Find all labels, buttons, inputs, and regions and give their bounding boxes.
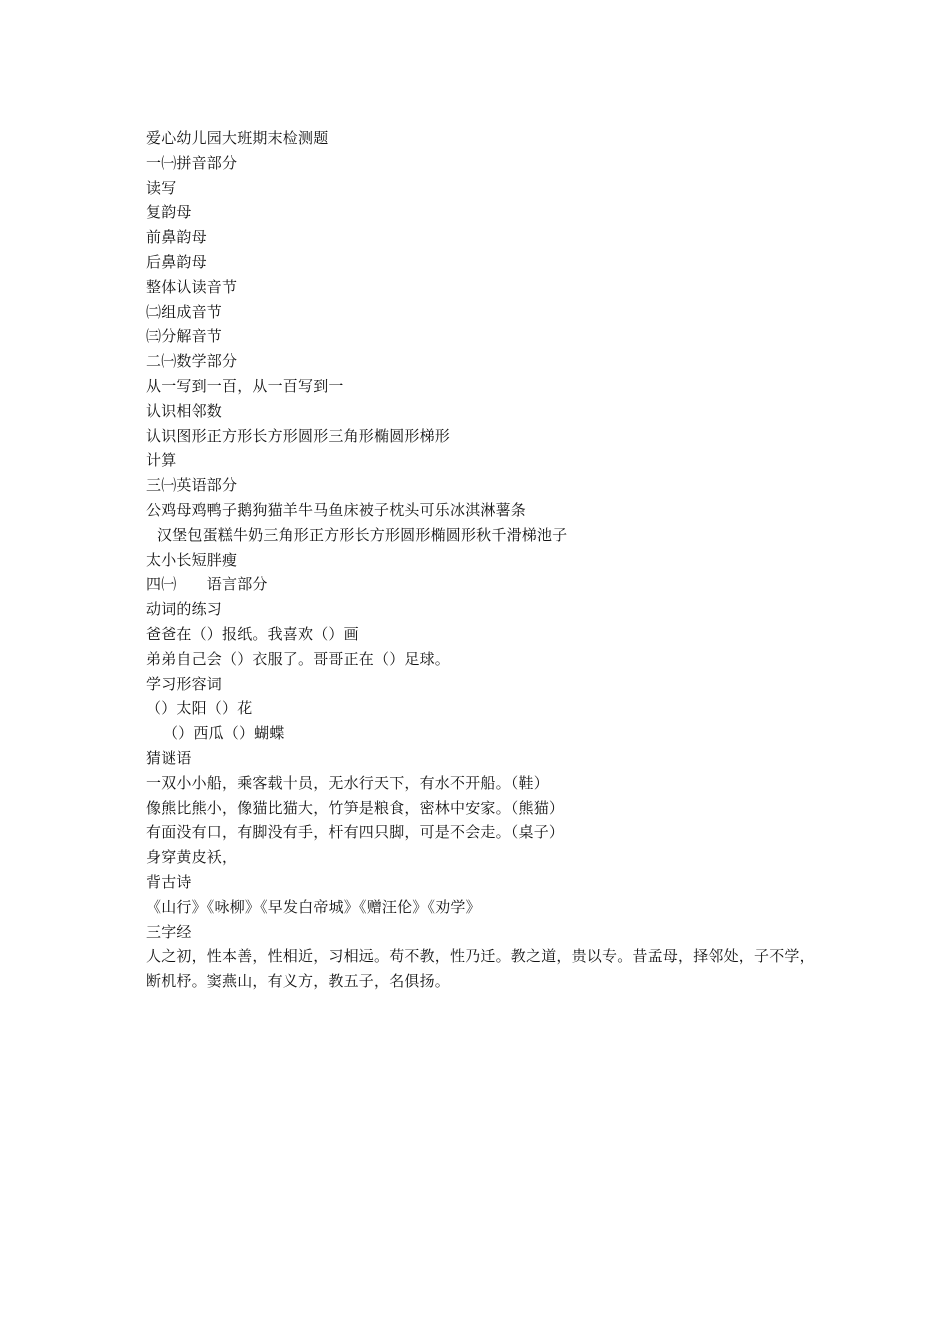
- section-heading-language: 四㈠ 语言部分: [146, 575, 268, 594]
- text-line: 弟弟自己会（）衣服了。哥哥正在（）足球。: [146, 649, 451, 668]
- text-line: 整体认读音节: [146, 277, 238, 296]
- text-line: 认识相邻数: [146, 401, 223, 420]
- text-line: 从一写到一百，从一百写到一: [146, 376, 344, 395]
- section-heading-pinyin: 一㈠拼音部分: [146, 153, 238, 172]
- text-line: 像熊比熊小，像猫比猫大，竹笋是粮食，密林中安家。（熊猫）: [146, 798, 565, 817]
- document-page: [146, 126, 846, 994]
- text-line: （）太阳（）花: [146, 699, 253, 718]
- text-line: ㈢分解音节: [146, 327, 223, 346]
- text-line: （）西瓜（）蝴蝶: [158, 724, 285, 743]
- text-line: 公鸡母鸡鸭子鹅狗猫羊牛马鱼床被子枕头可乐冰淇淋薯条: [146, 500, 527, 519]
- text-line: 猜谜语: [146, 748, 192, 767]
- text-line: 三字经: [146, 922, 192, 941]
- document-title: 爱心幼儿园大班期末检测题: [146, 129, 329, 147]
- text-line: 后鼻韵母: [146, 252, 207, 271]
- text-line: 学习形容词: [146, 674, 223, 693]
- text-line: 太小长短胖瘦: [146, 550, 238, 569]
- text-line: 爸爸在（）报纸。我喜欢（）画: [146, 624, 359, 643]
- text-line: 汉堡包蛋糕牛奶三角形正方形长方形圆形椭圆形秋千滑梯池子: [152, 525, 568, 544]
- text-line: 读写: [146, 178, 177, 197]
- text-line: 动词的练习: [146, 600, 223, 619]
- text-line: 断机杼。窦燕山，有义方，教五子，名俱扬。: [146, 972, 451, 991]
- section-heading-math: 二㈠数学部分: [146, 352, 238, 371]
- text-line: 身穿黄皮袄，: [146, 848, 238, 867]
- text-line: 计算: [146, 451, 177, 470]
- text-line: 有面没有口，有脚没有手，杆有四只脚，可是不会走。（桌子）: [146, 823, 565, 842]
- text-line: 背古诗: [146, 872, 192, 891]
- text-line: 复韵母: [146, 203, 192, 222]
- text-line: 《山行》《咏柳》《早发白帝城》《赠汪伦》《劝学》: [146, 897, 481, 916]
- text-line: ㈡组成音节: [146, 302, 223, 321]
- text-line: 前鼻韵母: [146, 228, 207, 247]
- text-line: 人之初，性本善，性相近，习相远。苟不教，性乃迁。教之道，贵以专。昔孟母，择邻处，子不学，: [146, 947, 815, 966]
- section-heading-english: 三㈠英语部分: [146, 476, 238, 495]
- text-line: 认识图形正方形长方形圆形三角形椭圆形梯形: [146, 426, 451, 445]
- text-line: 一双小小船，乘客载十员，无水行天下，有水不开船。（鞋）: [146, 773, 549, 792]
